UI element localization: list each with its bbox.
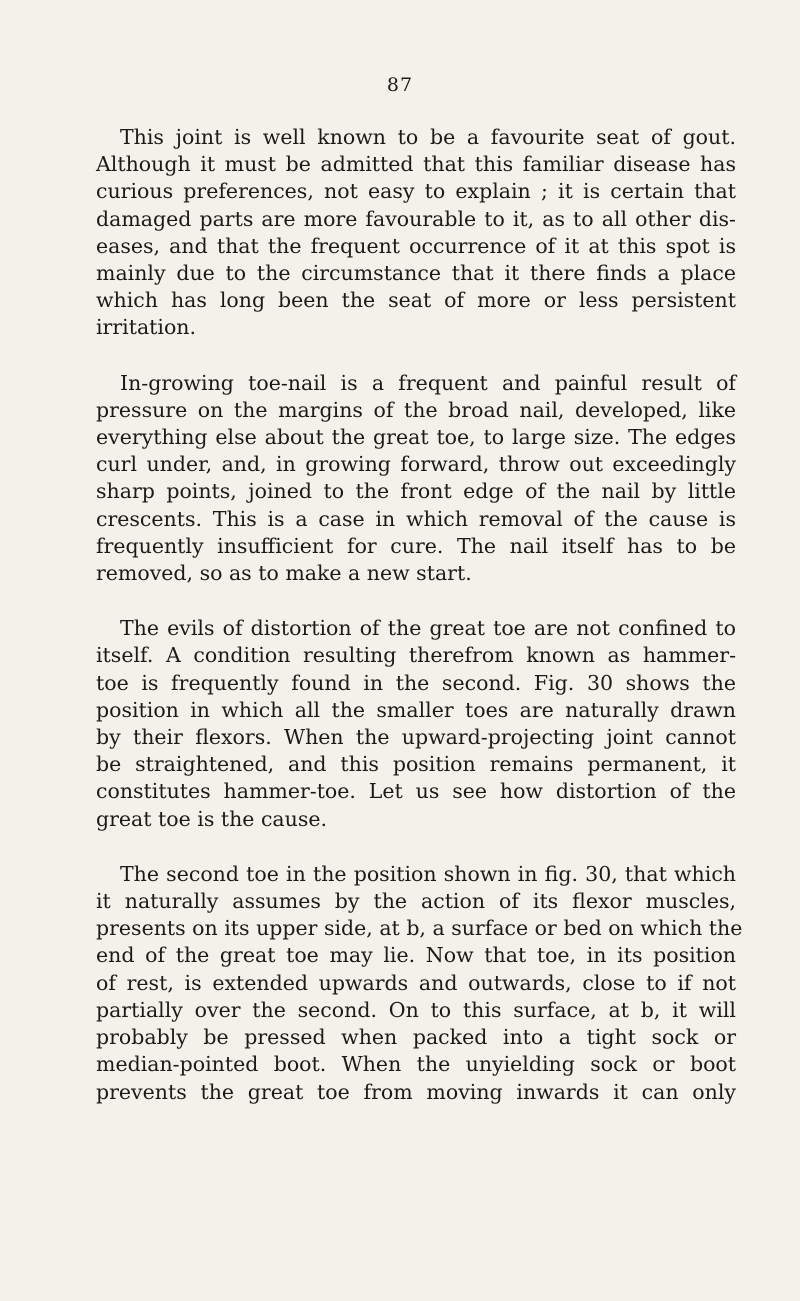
body-text [96, 124, 743, 1134]
text-line: be straightened, and this position remains permanent, it [96, 752, 736, 777]
paragraph-gout [96, 124, 736, 342]
text-line: irritation. [96, 315, 197, 340]
text-line: itself. A condition resulting therefrom known as hammer- [96, 643, 736, 668]
text-line: position in which all the smaller toes are naturally drawn [96, 697, 736, 722]
text-line: sharp points, joined to the front edge of the nail by little [96, 479, 736, 504]
text-line: constitutes hammer-toe. Let us see how distortion of the [96, 779, 736, 804]
text-line: The evils of distortion of the great toe are not confined to [120, 616, 736, 641]
text-line: partially over the second. On to this surface, at b, it will [96, 997, 736, 1022]
text-line: frequently insufficient for cure. The nail itself has to be [96, 533, 736, 558]
paragraph-second-toe [96, 861, 743, 1106]
text-line: median-pointed boot. When the unyielding sock or boot [96, 1052, 736, 1077]
text-line: removed, so as to make a new start. [96, 561, 472, 586]
text-line: mainly due to the circumstance that it there finds a place [96, 261, 736, 286]
text-line: eases, and that the frequent occurrence of it at this spot is [96, 233, 736, 258]
text-line: prevents the great toe from moving inwards it can only [96, 1079, 736, 1104]
text-line: In-growing toe-nail is a frequent and painful result of [120, 370, 736, 395]
paragraph-hammer-toe [96, 615, 736, 833]
text-line: Although it must be admitted that this familiar disease has [96, 152, 736, 177]
paragraph-in-growing-toe-nail [96, 370, 736, 588]
text-line: everything else about the great toe, to large size. The edges [96, 425, 736, 450]
text-line: The second toe in the position shown in fig. 30, that which [120, 861, 736, 886]
text-line: pressure on the margins of the broad nail, developed, like [96, 397, 736, 422]
text-line: damaged parts are more favourable to it, as to all other dis- [96, 206, 736, 231]
text-line: crescents. This is a case in which removal of the cause is [96, 506, 736, 531]
text-line: curious preferences, not easy to explain ; it is certain that [96, 179, 736, 204]
text-line: curl under, and, in growing forward, throw out exceedingly [96, 452, 736, 477]
text-line: by their flexors. When the upward-projecting joint cannot [96, 725, 736, 750]
text-line: it naturally assumes by the action of its flexor muscles, [96, 889, 736, 914]
text-line: This joint is well known to be a favourite seat of gout. [120, 125, 736, 149]
text-line: probably be pressed when packed into a tight sock or [96, 1025, 736, 1050]
text-line: great toe is the cause. [96, 806, 328, 831]
text-line: presents on its upper side, at b, a surface or bed on which the [96, 916, 743, 941]
text-line: of rest, is extended upwards and outwards, close to if not [96, 970, 736, 995]
text-line: end of the great toe may lie. Now that toe, in its position [96, 943, 736, 968]
text-line: toe is frequently found in the second. Fig. 30 shows the [96, 670, 736, 695]
text-line: which has long been the seat of more or less persistent [96, 288, 736, 313]
page-number: 87 [386, 74, 414, 96]
